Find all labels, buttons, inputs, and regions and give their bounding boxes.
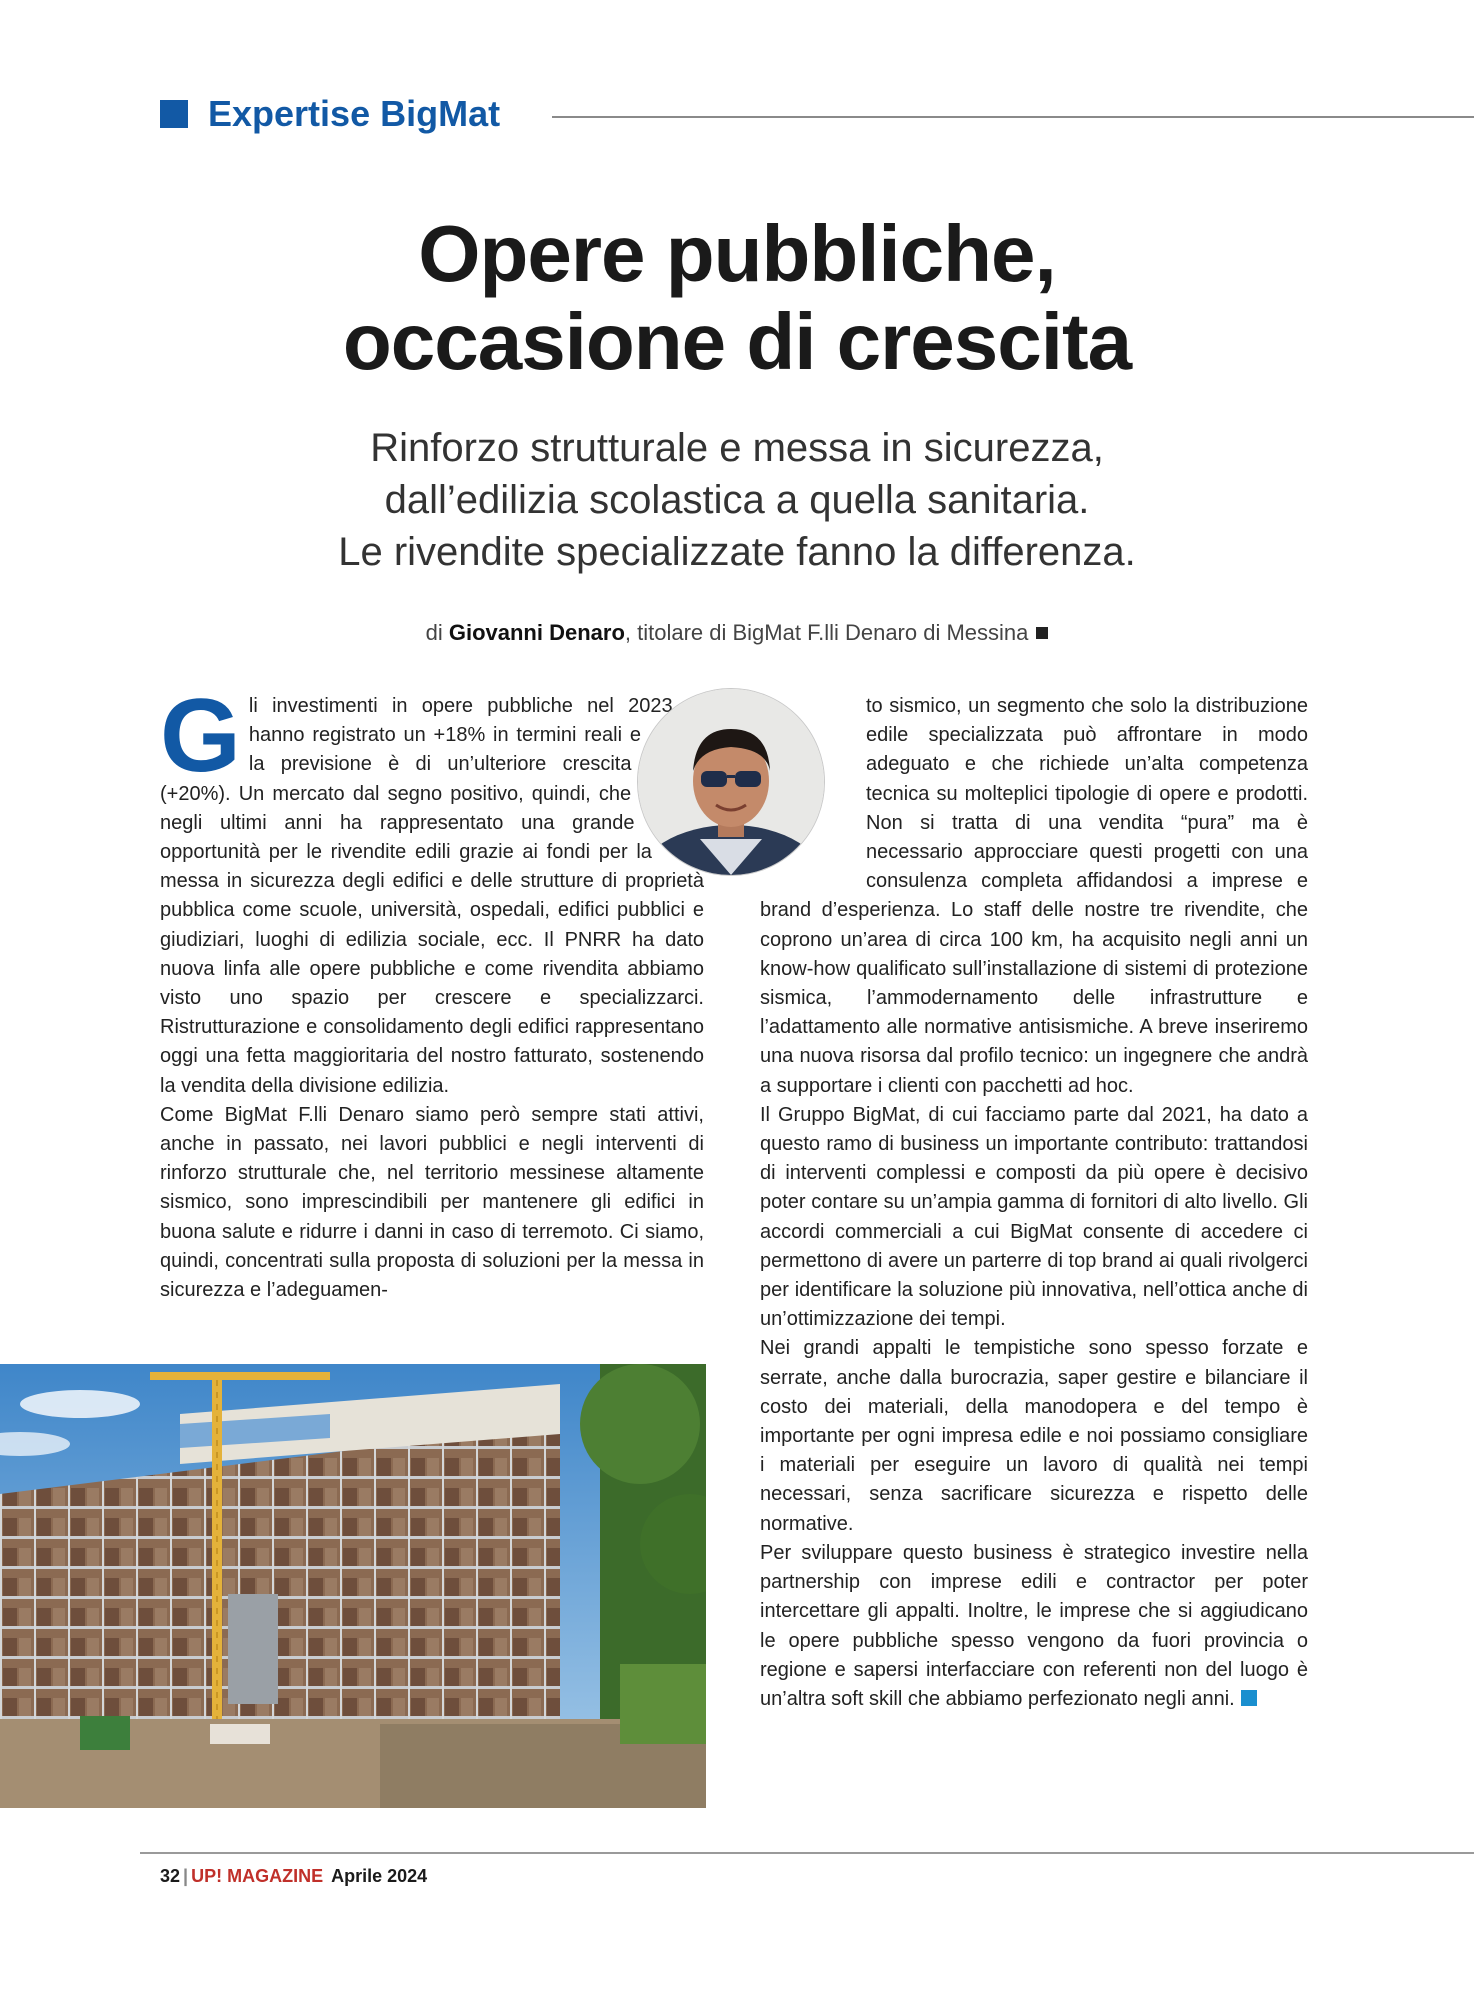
section-square-icon	[160, 100, 188, 128]
construction-site-photo	[0, 1364, 706, 1808]
headline-line-2: occasione di crescita	[342, 297, 1132, 386]
byline-role: , titolare di BigMat F.lli Denaro di Messina	[624, 620, 1029, 645]
subtitle	[0, 422, 1474, 578]
article-paragraph-last	[760, 1539, 1308, 1714]
dropcap: G	[160, 678, 241, 794]
article-paragraph: Nei grandi appalti le tempistiche sono spesso forzate e serrate, anche dalla burocrazia, saper gestire e bilanciare il costo dei materiali, della manodopera e del tempo è importante per ogni impresa edile e noi possiamo consigliare i materiali per eseguire un lavoro di qualità nei tempi necessari, senza sacrificare sicurezza e rispetto delle normative.	[760, 1337, 1308, 1535]
section-rule	[552, 116, 1474, 118]
article-end-square-icon	[1241, 1690, 1257, 1706]
byline-prefix: di	[425, 620, 449, 645]
author-portrait-image	[638, 689, 824, 875]
byline	[0, 618, 1474, 648]
construction-site-image	[0, 1364, 706, 1808]
article-paragraph: Come BigMat F.lli Denaro siamo però sempre stati attivi, anche in passato, nei lavori pubblici e negli interventi di rinforzo strutturale che, nel territorio messinese altamente sismico, sono imprescindibili per mantenere gli edifici in buona salute e ridurre i danni in caso di terremoto. Ci siamo, quindi, concentrati sulla proposta di soluzioni per la messa in sicurezza e l’adeguamen-	[160, 1103, 704, 1302]
subtitle-line-1: Rinforzo strutturale e messa in sicurezza,	[370, 426, 1104, 470]
article-last-text: Per sviluppare questo business è strategico investire nella partnership con imprese edili e contractor per poter intercettare gli appalti. Inoltre, le imprese che si aggiudicano le opere pubbliche spesso vengono da fuori provincia o regione e sapersi interfacciare con referenti non del luogo è un’altra soft skill che abbiamo perfezionato negli anni.	[760, 1541, 1308, 1710]
section-header	[160, 92, 1474, 136]
subtitle-line-2: dall’edilizia scolastica a quella sanitaria.	[384, 478, 1090, 522]
footer-rule	[140, 1852, 1474, 1854]
author-portrait	[637, 688, 825, 876]
article-column-left	[160, 678, 704, 1305]
article-paragraph: li investimenti in opere pubbliche nel 2023 hanno registrato un +18% in termini reali e la previsione è di un’ulteriore crescita (+20%). Un mercato dal segno positivo, quindi, che negli ultimi anni ha rappresentato una grande opportunità per le rivendite edili grazie ai fondi per la messa in sicurezza degli edifici e delle strutture di proprietà pubblica come scuole, università, ospedali, edifici pubblici e giudiziari, luoghi di edilizia sociale, ecc. Il PNRR ha dato nuova linfa alle opere pubbliche e come rivendita abbiamo visto uno spazio per crescere e specializzarci. Ristrutturazione e consolidamento degli edifici rappresentano oggi una fetta maggioritaria del nostro fatturato, sostenendo la vendita della divisione edilizia.	[160, 695, 704, 1097]
byline-author: Giovanni Denaro	[448, 620, 625, 645]
headline	[0, 210, 1474, 386]
section-title: Expertise BigMat	[208, 93, 501, 134]
issue-date: Aprile 2024	[331, 1866, 428, 1886]
subtitle-line-3: Le rivendite specializzate fanno la differenza.	[338, 530, 1136, 574]
article-column-right	[760, 692, 1308, 1714]
article-paragraph: to sismico, un segmento che solo la distribuzione edile specializzata può affrontare in modo adeguato e che richiede un’alta competenza tecnica su molteplici tipologie di opere e prodotti. Non si tratta di una vendita “pura” ma è necessario approcciare questi progetti con una consulenza completa affidandosi a imprese e brand d’esperienza. Lo staff delle nostre tre rivendite, che coprono un’area di circa 100 km, ha acquisito negli anni un know-how qualificato sull’installazione di sistemi di protezione sismica, l’ammodernamento delle infrastrutture e l’adattamento alle normative antisismiche. A breve inseriremo una nuova risorsa dal profilo tecnico: un ingegnere che andrà a supportare i clienti con pacchetti ad hoc.	[760, 695, 1308, 1097]
article-paragraph: Il Gruppo BigMat, di cui facciamo parte dal 2021, ha dato a questo ramo di business un importante contributo: trattandosi di interventi complessi e composti da più opere è decisivo poter contare su un’ampia gamma di fornitori di alto livello. Gli accordi commerciali a cui BigMat consente di accedere ci permettono di avere un parterre di top brand ai quali rivolgerci per identificare la soluzione più innovativa, nell’ottica anche di un’ottimizzazione dei tempi.	[760, 1103, 1308, 1331]
page-number: 32	[160, 1866, 181, 1886]
byline-end-mark	[1036, 627, 1048, 639]
headline-line-1: Opere pubbliche,	[418, 209, 1056, 298]
footer-separator: |	[183, 1866, 189, 1886]
page-footer	[160, 1864, 427, 1888]
magazine-name: UP! MAGAZINE	[191, 1866, 324, 1886]
